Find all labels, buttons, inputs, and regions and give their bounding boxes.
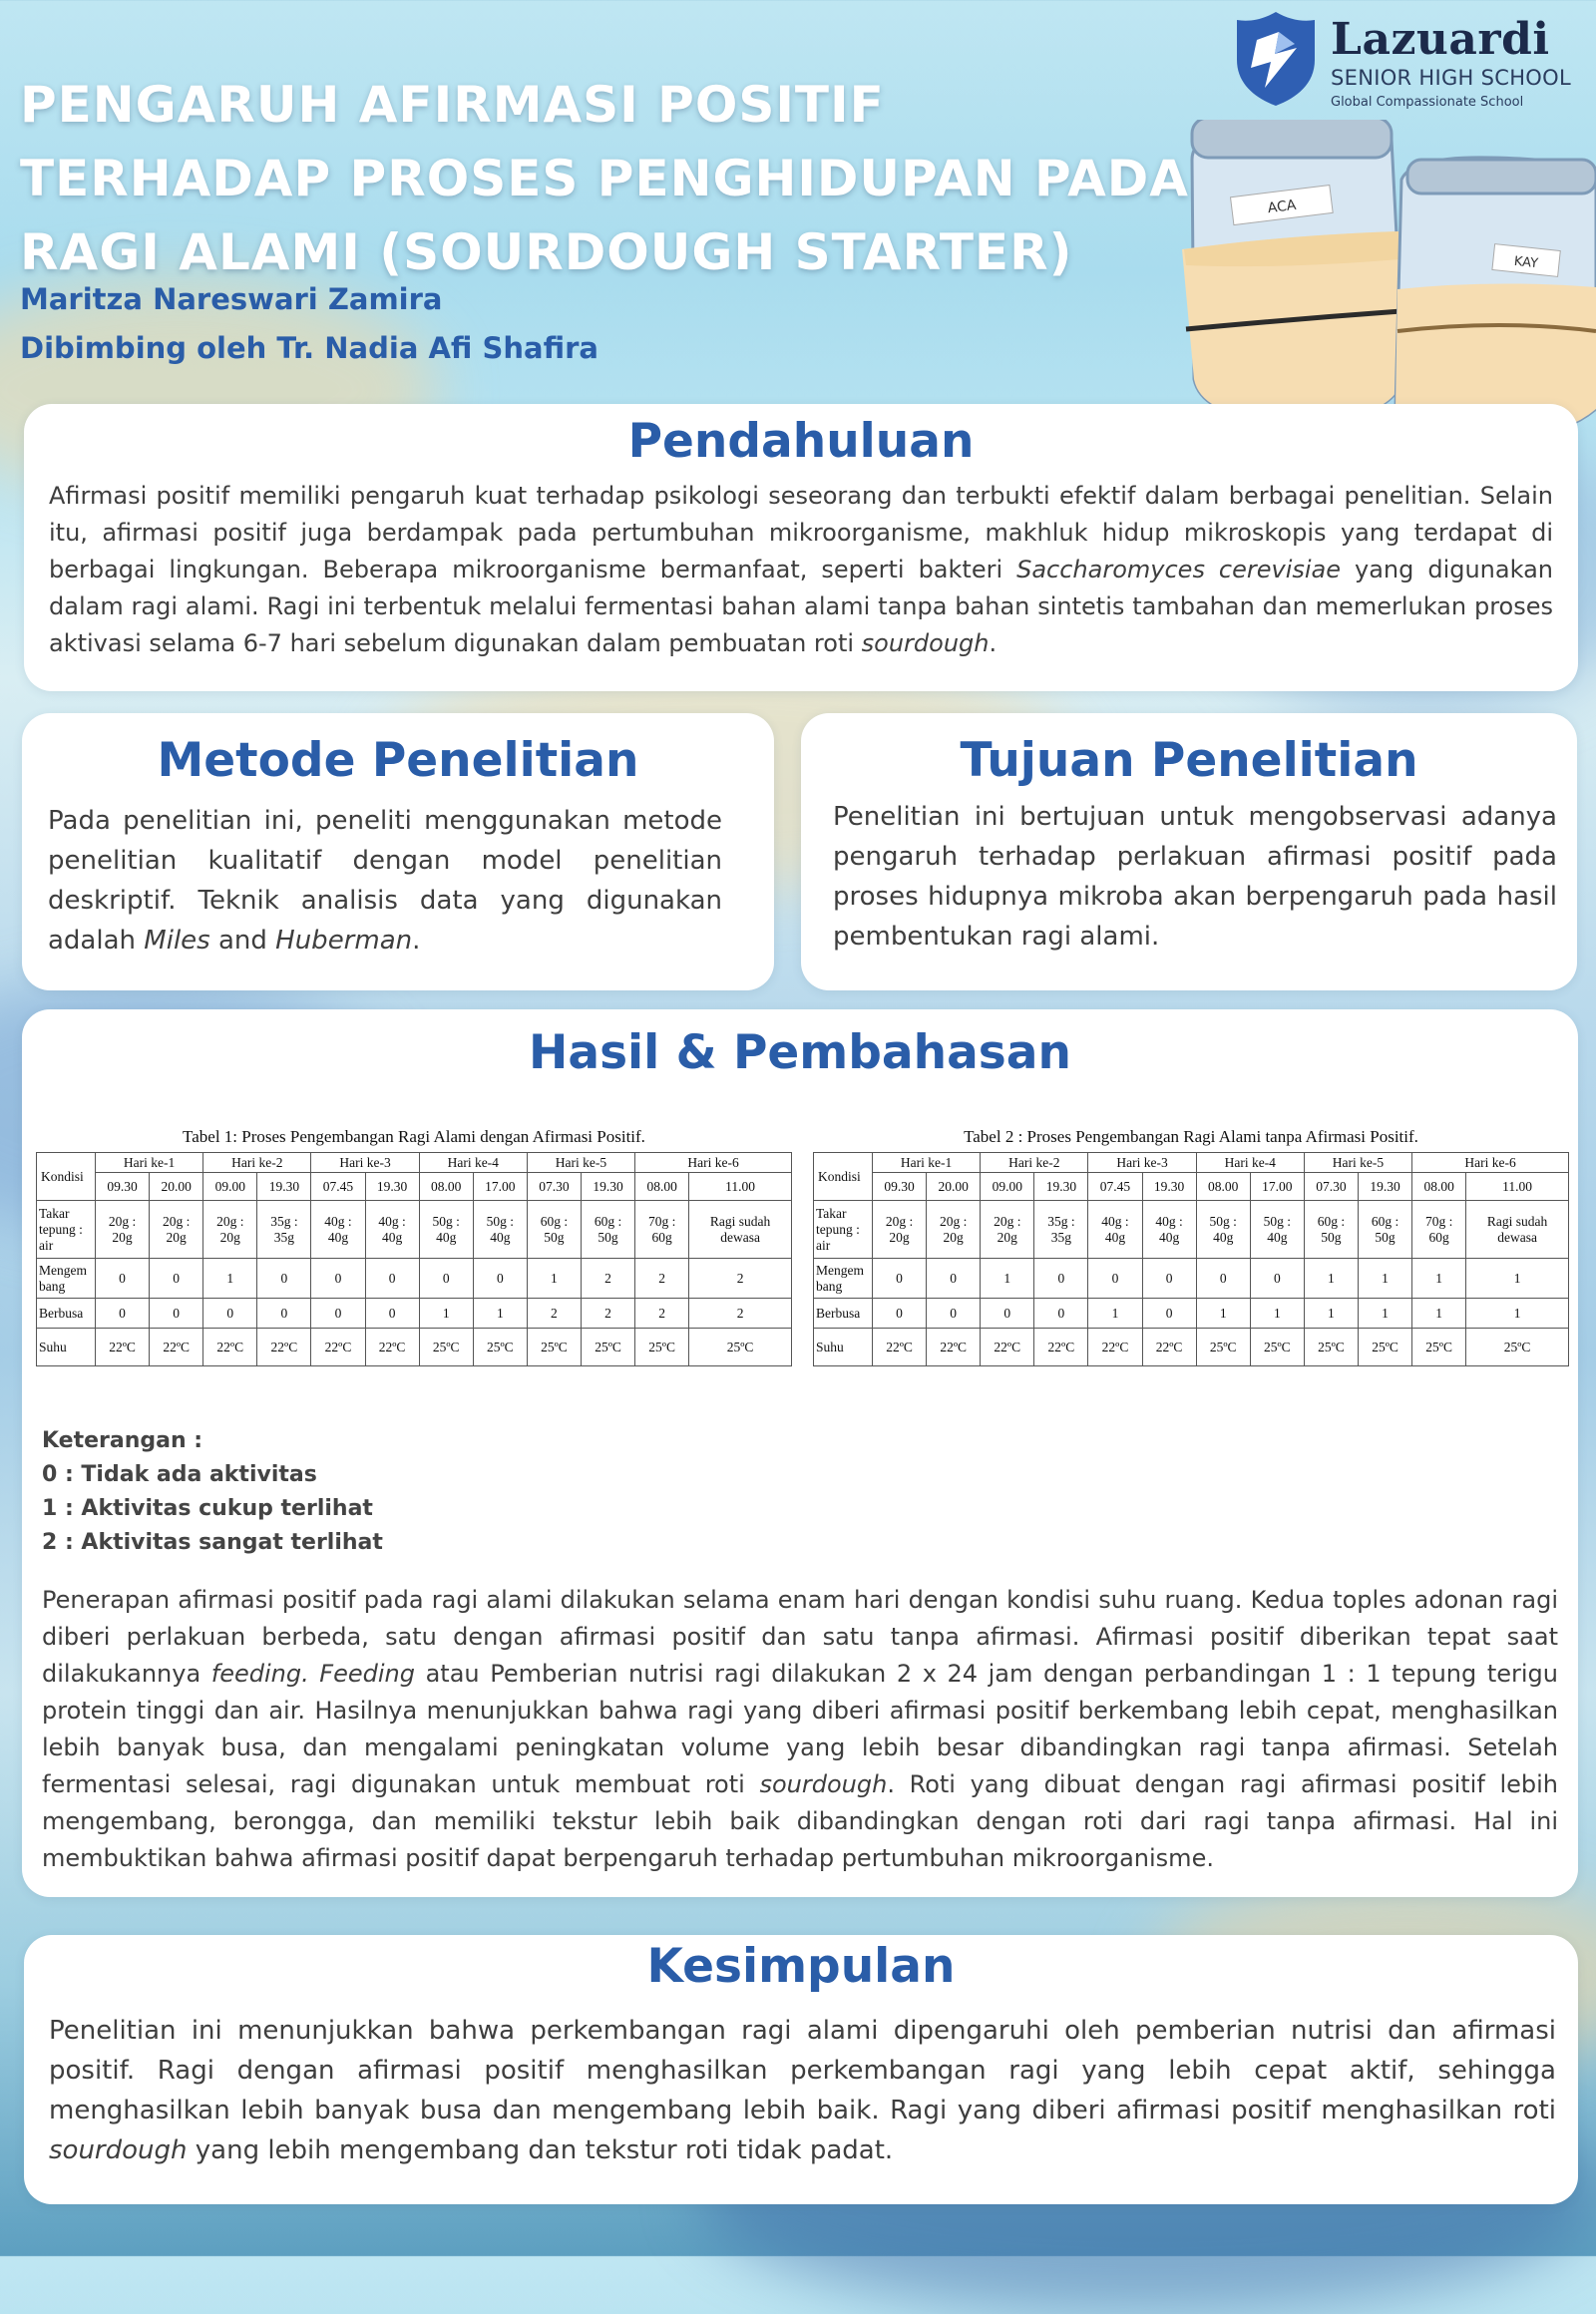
goal-card	[801, 713, 1577, 990]
table-cell: 2	[689, 1299, 792, 1329]
table-cell: 1	[1304, 1259, 1358, 1299]
table-cell: 25ºC	[1304, 1329, 1358, 1366]
day-header: Hari ke-1	[96, 1153, 203, 1173]
conclusion-text-em: sourdough	[49, 2135, 188, 2165]
advisor-name: Dibimbing oleh Tr. Nadia Afi Shafira	[20, 331, 598, 365]
table-cell: 0	[1142, 1299, 1196, 1329]
table-cell: 22ºC	[873, 1329, 927, 1366]
conclusion-text-part: yang lebih mengembang dan tekstur roti tidak padat.	[187, 2135, 894, 2165]
table-header-row	[37, 1153, 792, 1173]
table-cell: 60g : 50g	[581, 1201, 634, 1259]
table-cell: 1	[1196, 1299, 1250, 1329]
table-cell: 0	[1034, 1259, 1088, 1299]
jar-left	[1182, 120, 1403, 421]
logo-name: Lazuardi	[1331, 14, 1550, 65]
day-header: Hari ke-1	[873, 1153, 981, 1173]
table-cell: 50g : 40g	[1250, 1201, 1304, 1259]
row-label: Takar tepung : air	[37, 1201, 96, 1259]
time-header: 09.00	[981, 1173, 1034, 1201]
table-cell: 2	[527, 1299, 581, 1329]
conclusion-text	[49, 2011, 1556, 2170]
table-cell: 0	[1142, 1259, 1196, 1299]
conclusion-card	[24, 1935, 1578, 2204]
table-cell: 60g : 50g	[527, 1201, 581, 1259]
intro-text-em: Saccharomyces cerevisiae	[1016, 556, 1342, 583]
table-2-caption: Tabel 2 : Proses Pengembangan Ragi Alami tanpa Afirmasi Positif.	[964, 1127, 1418, 1146]
table-cell: 1	[1412, 1259, 1466, 1299]
row-label: Mengem bang	[37, 1259, 96, 1299]
table-cell: 1	[1412, 1299, 1466, 1329]
table-cell: 50g : 40g	[419, 1201, 473, 1259]
table-cell: 22ºC	[150, 1329, 203, 1366]
day-header: Hari ke-5	[1304, 1153, 1411, 1173]
sourdough-jars-illustration	[1172, 120, 1596, 439]
table-row	[814, 1201, 1569, 1259]
results-card	[22, 1009, 1578, 1897]
table-cell: 0	[473, 1259, 527, 1299]
discussion-text-part: Penerapan afirmasi positif pada ragi alami dilakukan selama enam hari dengan kondisi suhu ruang. Kedua toples adonan ragi diberi perlakuan berbeda, satu dengan afirmasi positif dan satu tanpa afirmasi. Afirmasi positif diberikan tepat saat dilakukannya	[42, 1586, 1558, 1688]
table-2-wrapper	[813, 1127, 1569, 1366]
table-row	[37, 1299, 792, 1329]
table-cell: 22ºC	[981, 1329, 1034, 1366]
table-cell: 0	[981, 1299, 1034, 1329]
intro-text	[49, 478, 1553, 662]
table-cell: 1	[1466, 1299, 1569, 1329]
table-cell: 22ºC	[1034, 1329, 1088, 1366]
table-cell: 40g : 40g	[1142, 1201, 1196, 1259]
table-cell: 0	[203, 1299, 257, 1329]
time-header: 11.00	[689, 1173, 792, 1201]
table-cell: 60g : 50g	[1304, 1201, 1358, 1259]
legend	[42, 1424, 383, 1560]
intro-card	[24, 404, 1578, 691]
time-header: 17.00	[473, 1173, 527, 1201]
table-cell: 0	[1034, 1299, 1088, 1329]
table-cell: 22ºC	[311, 1329, 365, 1366]
day-header: Hari ke-6	[635, 1153, 792, 1173]
table-cell: 0	[150, 1259, 203, 1299]
table-cell: 2	[635, 1259, 689, 1299]
conclusion-text-part: Penelitian ini menunjukkan bahwa perkembangan ragi alami dipengaruhi oleh pemberian nutrisi dan afirmasi positif. Ragi dengan afirmasi positif menghasilkan perkembangan ragi yang lebih cepat aktif, sehingga menghasilkan lebih banyak busa dan mengembang lebih baik. Ragi yang diberi afirmasi positif menghasilkan roti	[49, 2016, 1556, 2125]
time-header: 09.30	[96, 1173, 150, 1201]
table-cell: 22ºC	[927, 1329, 981, 1366]
time-header: 11.00	[1466, 1173, 1569, 1201]
table-cell: 0	[927, 1299, 981, 1329]
method-text	[48, 801, 722, 961]
table-cell: 40g : 40g	[365, 1201, 419, 1259]
day-header: Hari ke-3	[1088, 1153, 1196, 1173]
table-cell: 20g : 20g	[981, 1201, 1034, 1259]
table-cell: 1	[1358, 1299, 1411, 1329]
row-label: Berbusa	[37, 1299, 96, 1329]
table-cell: 2	[581, 1299, 634, 1329]
method-text-em: Huberman	[275, 926, 413, 956]
time-header: 19.30	[1142, 1173, 1196, 1201]
table-cell: 25ºC	[1412, 1329, 1466, 1366]
row-label: Suhu	[37, 1329, 96, 1366]
logo-subtitle: SENIOR HIGH SCHOOL	[1331, 66, 1571, 90]
method-text-part: .	[412, 926, 421, 956]
day-header: Hari ke-6	[1412, 1153, 1569, 1173]
table-cell: Ragi sudah dewasa	[689, 1201, 792, 1259]
table-cell: 70g : 60g	[1412, 1201, 1466, 1259]
table-cell: 22ºC	[365, 1329, 419, 1366]
table-cell: 40g : 40g	[1088, 1201, 1142, 1259]
table-cell: 60g : 50g	[1358, 1201, 1411, 1259]
day-header: Hari ke-2	[203, 1153, 311, 1173]
table-cell: 20g : 20g	[150, 1201, 203, 1259]
time-header: 08.00	[1196, 1173, 1250, 1201]
intro-text-part: Afirmasi positif memiliki pengaruh kuat terhadap psikologi seseorang dan terbukti efektif dalam berbagai penelitian. Selain itu, afirmasi positif juga berdampak pada pertumbuhan mikroorganisme, makhluk hidup mikroskopis yang terdapat di berbagai lingkungan. Beberapa mikroorganisme bermanfaat, seperti bakteri	[49, 482, 1553, 583]
table-cell: 25ºC	[419, 1329, 473, 1366]
table-cell: 0	[873, 1299, 927, 1329]
discussion-text-part: . Roti yang dibuat dengan ragi afirmasi positif lebih mengembang, berongga, dan memiliki tekstur lebih baik dibandingkan dengan roti dari ragi tanpa afirmasi. Hal ini membuktikan bahwa afirmasi positif dapat berpengaruh terhadap pertumbuhan mikroorganisme.	[42, 1770, 1559, 1872]
table-cell: 0	[927, 1259, 981, 1299]
author-name: Maritza Nareswari Zamira	[20, 282, 443, 316]
table-cell: 35g : 35g	[257, 1201, 311, 1259]
goal-text: Penelitian ini bertujuan untuk mengobservasi adanya pengaruh terhadap perlakuan afirmasi positif pada proses hidupnya mikroba akan berpengaruh pada hasil pembentukan ragi alami.	[833, 802, 1557, 952]
poster-title: PENGARUH AFIRMASI POSITIF TERHADAP PROSES PENGHIDUPAN PADA RAGI ALAMI (SOURDOUGH STARTER)	[20, 76, 1189, 281]
table-cell: 0	[365, 1259, 419, 1299]
jar-right	[1396, 158, 1596, 437]
method-text-em: Miles	[144, 926, 210, 956]
table-cell: 0	[150, 1299, 203, 1329]
time-header: 07.45	[311, 1173, 365, 1201]
table-cell: 0	[257, 1259, 311, 1299]
table-cell: 35g : 35g	[1034, 1201, 1088, 1259]
table-cell: 25ºC	[581, 1329, 634, 1366]
table-cell: 22ºC	[1088, 1329, 1142, 1366]
row-label: Suhu	[814, 1329, 873, 1366]
table-cell: 25ºC	[1250, 1329, 1304, 1366]
method-text-part: Pada penelitian ini, peneliti menggunakan metode penelitian kualitatif dengan model penelitian deskriptif. Teknik analisis data yang digunakan adalah	[48, 806, 722, 956]
table-cell: 1	[419, 1299, 473, 1329]
table-cell: 20g : 20g	[873, 1201, 927, 1259]
day-header: Hari ke-2	[981, 1153, 1088, 1173]
table-cell: 0	[311, 1299, 365, 1329]
table-cell: 40g : 40g	[311, 1201, 365, 1259]
method-heading: Metode Penelitian	[157, 733, 639, 788]
table-cell: 1	[203, 1259, 257, 1299]
table-cell: 0	[257, 1299, 311, 1329]
table-cell: 0	[96, 1299, 150, 1329]
row-label: Takar tepung : air	[814, 1201, 873, 1259]
table-cell: 1	[1358, 1259, 1411, 1299]
table-cell: 1	[981, 1259, 1034, 1299]
legend-title: Keterangan :	[42, 1428, 203, 1453]
time-header: 19.30	[257, 1173, 311, 1201]
intro-text-part: .	[989, 629, 998, 657]
time-header: 08.00	[1412, 1173, 1466, 1201]
kondisi-header: Kondisi	[37, 1153, 96, 1201]
table-cell: 25ºC	[473, 1329, 527, 1366]
kondisi-header: Kondisi	[814, 1153, 873, 1201]
day-header: Hari ke-5	[527, 1153, 634, 1173]
table-cell: 25ºC	[527, 1329, 581, 1366]
table-cell: Ragi sudah dewasa	[1466, 1201, 1569, 1259]
conclusion-heading: Kesimpulan	[646, 1939, 956, 1994]
table-cell: 20g : 20g	[203, 1201, 257, 1259]
row-label: Mengem bang	[814, 1259, 873, 1299]
table-cell: 0	[1088, 1259, 1142, 1299]
goal-heading: Tujuan Penelitian	[960, 733, 1418, 788]
discussion-text	[42, 1582, 1558, 1877]
time-header: 19.30	[581, 1173, 634, 1201]
logo-tagline: Global Compassionate School	[1331, 95, 1524, 110]
legend-item: 1 : Aktivitas cukup terlihat	[42, 1496, 373, 1521]
table-cell: 25ºC	[689, 1329, 792, 1366]
table-row	[814, 1299, 1569, 1329]
table-cell: 70g : 60g	[635, 1201, 689, 1259]
results-heading: Hasil & Pembahasan	[529, 1025, 1071, 1080]
table-cell: 1	[1250, 1299, 1304, 1329]
time-header: 08.00	[635, 1173, 689, 1201]
table-row	[37, 1329, 792, 1366]
time-header: 19.30	[1358, 1173, 1411, 1201]
table-cell: 1	[1466, 1259, 1569, 1299]
time-header: 08.00	[419, 1173, 473, 1201]
discussion-text-part: atau Pemberian nutrisi ragi dilakukan 2 x 24 jam dengan perbandingan 1 : 1 tepung terigu protein tinggi dan air. Hasilnya menunjukkan bahwa ragi yang diberi afirmasi positif berkembang lebih cepat, menghasilkan lebih banyak busa, dan mengalami peningkatan volume yang lebih besar dibandingkan ragi tanpa afirmasi. Setelah fermentasi selesai, ragi digunakan untuk membuat roti	[42, 1660, 1558, 1798]
table-2	[813, 1152, 1569, 1366]
table-1-wrapper	[36, 1127, 792, 1366]
intro-text-part: yang digunakan dalam ragi alami. Ragi ini terbentuk melalui fermentasi bahan alami tanpa bahan sintetis tambahan dan memerlukan proses aktivasi selama 6-7 hari sebelum digunakan dalam pembuatan roti	[49, 556, 1553, 657]
intro-heading: Pendahuluan	[627, 414, 975, 469]
time-header: 07.30	[527, 1173, 581, 1201]
time-header: 20.00	[927, 1173, 981, 1201]
time-header: 07.45	[1088, 1173, 1142, 1201]
table-cell: 0	[1196, 1259, 1250, 1299]
day-header: Hari ke-4	[419, 1153, 527, 1173]
row-label: Berbusa	[814, 1299, 873, 1329]
intro-text-em: sourdough	[861, 629, 990, 657]
table-cell: 1	[1088, 1299, 1142, 1329]
day-header: Hari ke-3	[311, 1153, 419, 1173]
table-cell: 0	[873, 1259, 927, 1299]
method-card	[22, 713, 774, 990]
day-header: Hari ke-4	[1196, 1153, 1304, 1173]
table-cell: 25ºC	[1358, 1329, 1411, 1366]
jar-right-label: KAY	[1513, 253, 1539, 272]
table-1	[36, 1152, 792, 1366]
table-cell: 0	[1250, 1259, 1304, 1299]
time-header: 09.30	[873, 1173, 927, 1201]
table-cell: 0	[419, 1259, 473, 1299]
table-time-row	[814, 1173, 1569, 1201]
table-header-row	[814, 1153, 1569, 1173]
table-cell: 25ºC	[635, 1329, 689, 1366]
jar-left-label: ACA	[1266, 196, 1298, 217]
table-time-row	[37, 1173, 792, 1201]
discussion-text-em: feeding. Feeding	[210, 1660, 415, 1688]
table-cell: 50g : 40g	[473, 1201, 527, 1259]
table-cell: 1	[473, 1299, 527, 1329]
time-header: 20.00	[150, 1173, 203, 1201]
legend-item: 0 : Tidak ada aktivitas	[42, 1462, 317, 1487]
school-logo	[1235, 8, 1584, 108]
table-1-caption: Tabel 1: Proses Pengembangan Ragi Alami dengan Afirmasi Positif.	[183, 1127, 645, 1146]
table-cell: 22ºC	[257, 1329, 311, 1366]
table-cell: 0	[365, 1299, 419, 1329]
table-cell: 1	[1304, 1299, 1358, 1329]
legend-item: 2 : Aktivitas sangat terlihat	[42, 1530, 383, 1555]
time-header: 19.30	[365, 1173, 419, 1201]
table-cell: 0	[311, 1259, 365, 1299]
table-cell: 22ºC	[203, 1329, 257, 1366]
table-row	[37, 1201, 792, 1259]
shield-logo-icon	[1235, 10, 1317, 108]
discussion-text-em: sourdough	[759, 1770, 888, 1798]
time-header: 17.00	[1250, 1173, 1304, 1201]
table-cell: 20g : 20g	[96, 1201, 150, 1259]
method-text-part: and	[209, 926, 276, 956]
time-header: 09.00	[203, 1173, 257, 1201]
table-cell: 50g : 40g	[1196, 1201, 1250, 1259]
table-cell: 25ºC	[1196, 1329, 1250, 1366]
table-cell: 25ºC	[1466, 1329, 1569, 1366]
time-header: 19.30	[1034, 1173, 1088, 1201]
table-row	[814, 1329, 1569, 1366]
table-row	[814, 1259, 1569, 1299]
table-cell: 0	[96, 1259, 150, 1299]
table-cell: 1	[527, 1259, 581, 1299]
table-row	[37, 1259, 792, 1299]
time-header: 07.30	[1304, 1173, 1358, 1201]
table-cell: 2	[635, 1299, 689, 1329]
table-cell: 2	[581, 1259, 634, 1299]
table-cell: 22ºC	[1142, 1329, 1196, 1366]
table-cell: 2	[689, 1259, 792, 1299]
table-cell: 22ºC	[96, 1329, 150, 1366]
table-cell: 20g : 20g	[927, 1201, 981, 1259]
